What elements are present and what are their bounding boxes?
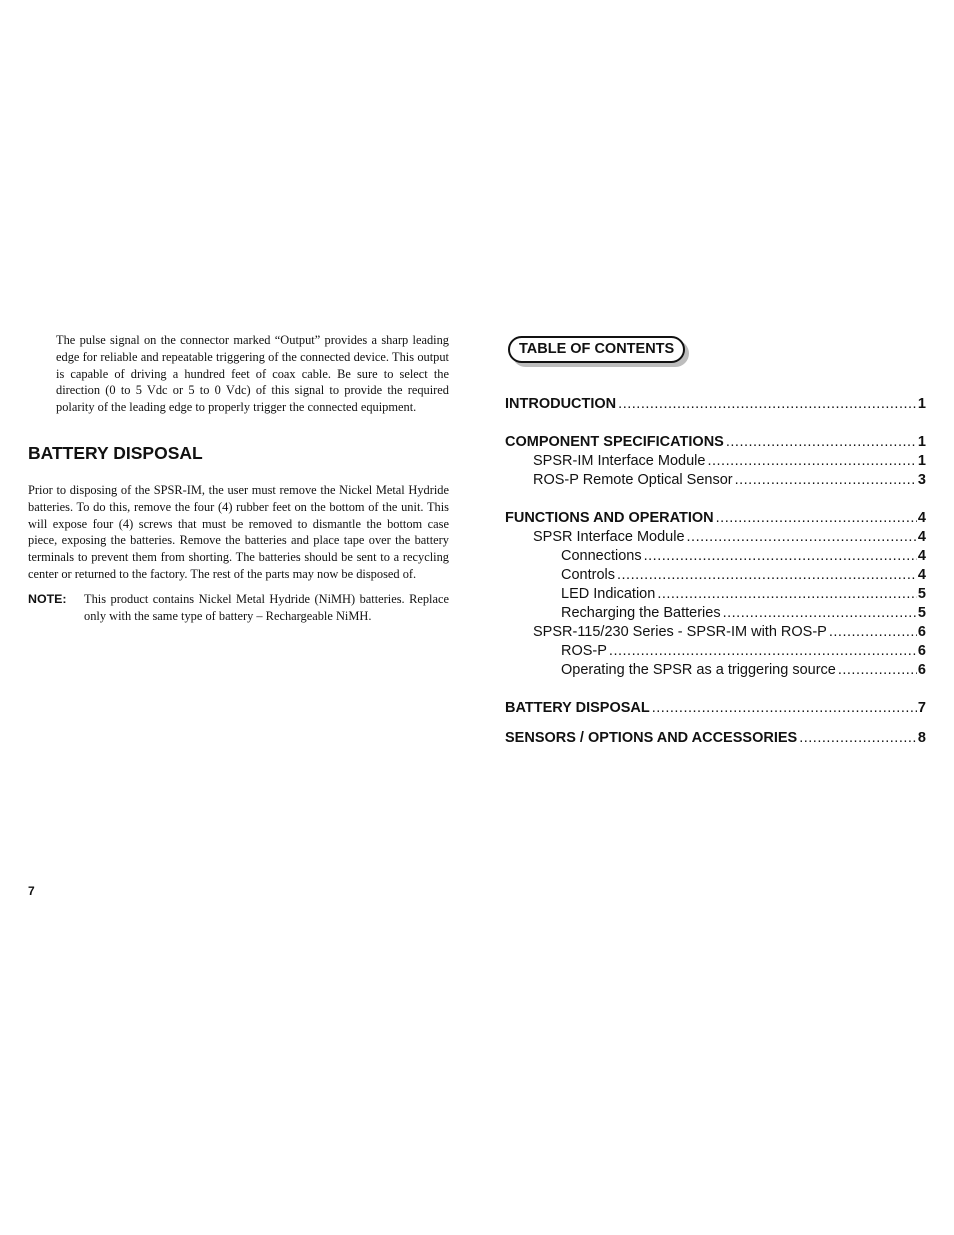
toc-entry-controls[interactable] [505, 566, 926, 585]
toc-entry-title: FUNCTIONS AND OPERATION [505, 510, 714, 526]
toc-entry-page: 6 [917, 662, 926, 678]
toc-entry-page: 5 [917, 586, 926, 602]
toc-entry-page: 5 [917, 605, 926, 621]
table-of-contents [505, 336, 926, 748]
toc-entry-led-indication[interactable] [505, 585, 926, 604]
toc-title-badge [508, 336, 685, 363]
toc-leader [829, 623, 917, 642]
toc-list [505, 395, 926, 748]
toc-entry-title: Recharging the Batteries [561, 605, 721, 621]
battery-note [28, 591, 449, 625]
toc-leader [609, 642, 917, 661]
toc-leader [657, 585, 917, 604]
toc-entry-page: 6 [917, 624, 926, 640]
toc-entry-page: 1 [917, 453, 926, 469]
toc-leader [799, 729, 917, 748]
toc-entry-title: Operating the SPSR as a triggering source [561, 662, 836, 678]
toc-leader [618, 395, 917, 414]
toc-entry-battery-disposal[interactable] [505, 699, 926, 718]
toc-entry-page: 4 [917, 510, 926, 526]
toc-leader [726, 433, 917, 452]
toc-entry-title: Controls [561, 567, 615, 583]
toc-entry-page: 8 [917, 730, 926, 746]
toc-entry-title: COMPONENT SPECIFICATIONS [505, 434, 724, 450]
toc-entry-page: 7 [917, 700, 926, 716]
battery-disposal-paragraph: Prior to disposing of the SPSR-IM, the user must remove the Nickel Metal Hydride batteries. To do this, remove the four (4) rubber feet on the bottom of the unit. This will expose four (4) screws that must be removed to dismantle the bottom case piece, exposing the batteries. Remove the batteries and place tape over the battery terminals to prevent them from shorting. The batteries should be sent to a recycling center or returned to the factory. The rest of the parts may now be disposed of. [28, 482, 449, 581]
toc-entry-ros-p[interactable] [505, 642, 926, 661]
toc-entry-page: 4 [917, 567, 926, 583]
toc-leader [838, 661, 917, 680]
toc-entry-page: 4 [917, 548, 926, 564]
toc-entry-introduction[interactable] [505, 395, 926, 414]
toc-entry-page: 1 [917, 434, 926, 450]
toc-entry-title: ROS-P [561, 643, 607, 659]
toc-entry-title: ROS-P Remote Optical Sensor [533, 472, 733, 488]
toc-entry-title: LED Indication [561, 586, 656, 602]
toc-entry-title: BATTERY DISPOSAL [505, 700, 650, 716]
toc-entry-title: SPSR Interface Module [533, 529, 685, 545]
toc-entry-connections[interactable] [505, 547, 926, 566]
toc-entry-page: 1 [917, 396, 926, 412]
toc-entry-spsr-im-interface-module[interactable] [505, 452, 926, 471]
toc-entry-spsr-series-with-ros-p[interactable] [505, 623, 926, 642]
toc-entry-component-specifications[interactable] [505, 433, 926, 452]
toc-entry-functions-and-operation[interactable] [505, 509, 926, 528]
toc-leader [687, 528, 917, 547]
note-label: NOTE: [28, 591, 67, 606]
toc-entry-title: SPSR-IM Interface Module [533, 453, 706, 469]
toc-entry-operating-as-triggering-source[interactable] [505, 661, 926, 680]
toc-entry-title: SPSR-115/230 Series - SPSR-IM with ROS-P [533, 624, 827, 640]
page-number: 7 [28, 884, 35, 898]
toc-title: TABLE OF CONTENTS [508, 336, 685, 363]
toc-leader [707, 452, 916, 471]
output-signal-paragraph: The pulse signal on the connector marked “Output” provides a sharp leading edge for reliable and repeatable triggering of the connected device. This output is capable of driving a hundred feet of coax cable. Be sure to select the direction (0 to 5 Vdc or 5 to 0 Vdc) of this signal to provide the required polarity of the leading edge to properly trigger the connected equipment. [56, 333, 449, 415]
toc-leader [716, 509, 917, 528]
toc-entry-title: INTRODUCTION [505, 396, 617, 412]
toc-entry-title: Connections [561, 548, 642, 564]
battery-disposal-heading: BATTERY DISPOSAL [28, 442, 203, 463]
toc-entry-title: SENSORS / OPTIONS AND ACCESSORIES [505, 730, 798, 746]
toc-leader [644, 547, 917, 566]
toc-leader [617, 566, 917, 585]
note-text: This product contains Nickel Metal Hydride (NiMH) batteries. Replace only with the same type of battery – Rechargeable NiMH. [84, 591, 449, 623]
toc-leader [652, 699, 917, 718]
toc-leader [735, 471, 917, 490]
toc-entry-recharging-the-batteries[interactable] [505, 604, 926, 623]
left-column [28, 332, 449, 624]
toc-entry-ros-p-remote-optical-sensor[interactable] [505, 471, 926, 490]
toc-entry-page: 6 [917, 643, 926, 659]
toc-entry-page: 4 [917, 529, 926, 545]
toc-entry-spsr-interface-module[interactable] [505, 528, 926, 547]
toc-entry-sensors-options-accessories[interactable] [505, 729, 926, 748]
toc-entry-page: 3 [917, 472, 926, 488]
toc-leader [723, 604, 917, 623]
